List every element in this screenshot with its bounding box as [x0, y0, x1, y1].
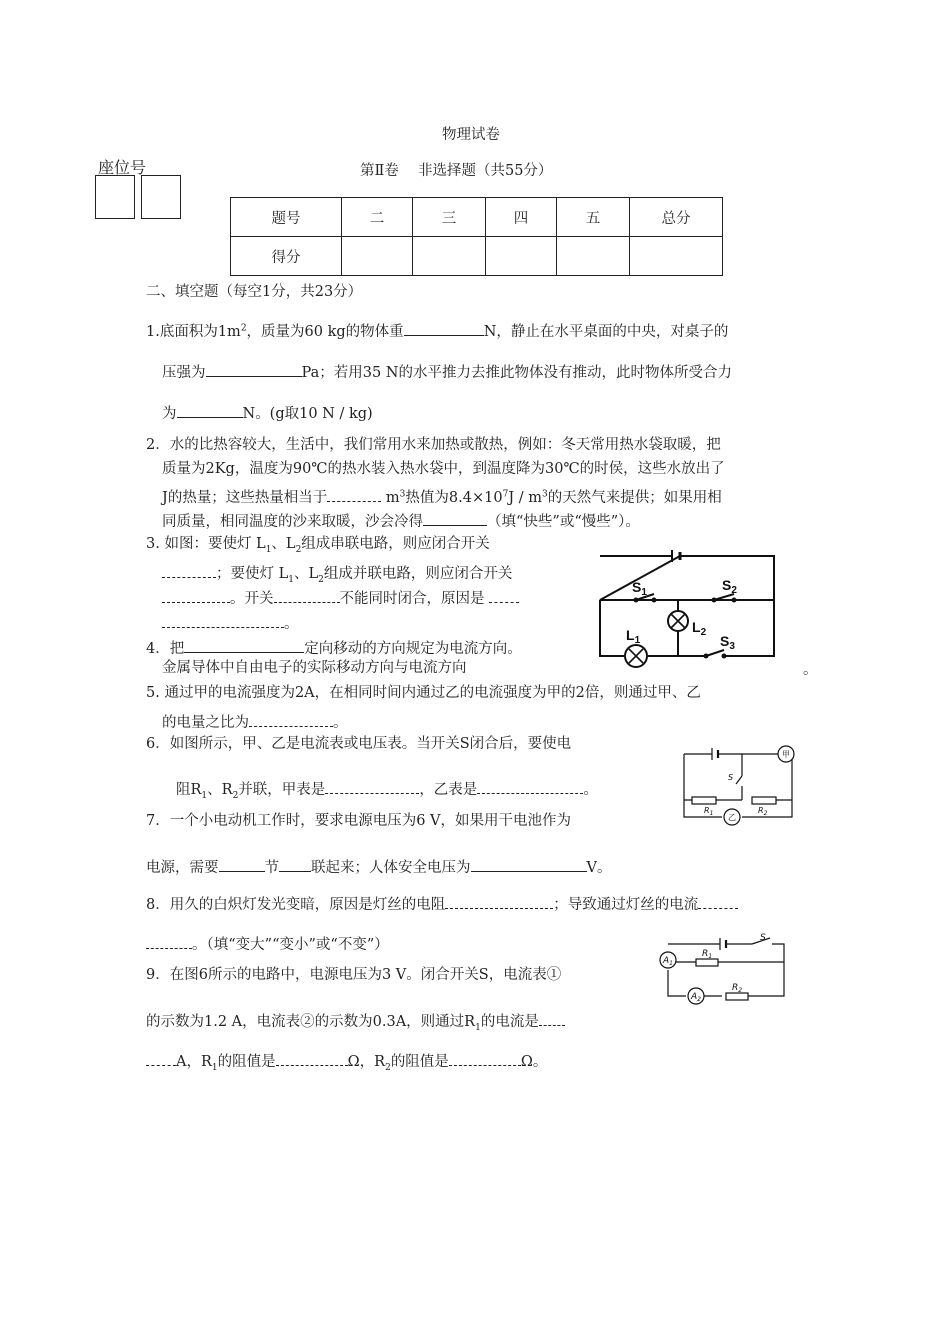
score-cell[interactable]	[630, 237, 723, 276]
answer-blank[interactable]	[146, 1050, 176, 1066]
q5-line2	[162, 711, 348, 731]
q8-line1	[146, 893, 738, 913]
q2-line2: 质量为2Kg，温度为90℃的热水装入热水袋中，到温度降为30℃的时侯，这些水放出了	[162, 461, 725, 477]
q1-line3	[162, 402, 373, 422]
q3-text: 组成串联电路，则应闭合开关	[301, 536, 490, 552]
q4-text: 定向移动的方向规定为电流方向。	[304, 641, 522, 658]
q9-text: 的阻值是	[390, 1054, 449, 1071]
fig9-a1-label: $A_1$	[663, 956, 673, 967]
answer-blank[interactable]	[184, 637, 304, 653]
answer-blank[interactable]	[146, 933, 192, 949]
q6-line1: 6．如图所示，甲、乙是电流表或电压表。当开关S闭合后，要使电	[146, 736, 572, 752]
score-header-cell: 五	[557, 198, 630, 237]
score-row-label: 得分	[231, 237, 342, 276]
q8-text: ；导致通过灯丝的电流	[553, 897, 699, 914]
q7-line2	[146, 856, 611, 876]
score-header-cell: 四	[486, 198, 557, 237]
q2-text: m	[385, 490, 400, 507]
q5-line1: 5. 通过甲的电流强度为2A，在相同时间内通过乙的电流强度为甲的2倍，则通过甲、乙	[146, 685, 701, 701]
score-cell[interactable]	[486, 237, 557, 276]
answer-blank[interactable]	[404, 320, 484, 336]
q2-text: 的天然气来提供；如果用相	[547, 490, 722, 507]
fig9-r1-label: $R_1$	[702, 949, 713, 960]
score-header-cell: 总分	[630, 198, 723, 237]
q3-sub: 2	[295, 544, 302, 555]
q3-text: 组成并联电路，则应闭合开关	[323, 566, 513, 583]
q1-text: N，静止在水平桌面的中央，对桌子的	[483, 324, 729, 341]
q3-line3	[162, 587, 519, 607]
q3-text: 。开关	[230, 591, 274, 608]
section-title: 二、填空题（每空1分，共23分）	[146, 284, 363, 300]
q9-sub: 1	[475, 1023, 481, 1034]
fig6-r1-label: $R_1$	[704, 806, 714, 817]
fig6-r2-label: $R_2$	[758, 806, 768, 817]
answer-blank[interactable]	[249, 711, 333, 727]
q2-text: J / m	[508, 490, 542, 507]
q9-circuit-figure	[656, 930, 790, 1006]
q9-sub: 1	[211, 1063, 218, 1074]
seat-box-1[interactable]	[95, 175, 135, 219]
q3-circuit-figure	[596, 548, 778, 668]
fig9-a2-label: $A_2$	[691, 992, 701, 1003]
q9-text: 的阻值是	[217, 1054, 276, 1071]
q2-line3	[162, 486, 722, 506]
q3-line1	[146, 537, 490, 555]
q4-line1	[146, 637, 522, 657]
seat-label: 座位号	[98, 158, 147, 177]
q3-sub: 1	[265, 544, 272, 555]
score-cell[interactable]	[342, 237, 413, 276]
answer-blank[interactable]	[449, 1050, 521, 1066]
fig9-r2-label: $R_2$	[732, 983, 743, 994]
fig6-yi-label: 乙	[728, 813, 736, 822]
q2-sup: 3	[399, 489, 406, 500]
answer-blank[interactable]	[219, 856, 265, 872]
q3-sub: 2	[318, 575, 324, 586]
q5-text: 的电量之比为	[162, 715, 249, 732]
answer-blank[interactable]	[162, 612, 284, 628]
volume-title: 第Ⅱ卷 非选择题（共55分）	[360, 163, 553, 179]
q6-text: 。	[583, 782, 598, 799]
q7-text: V。	[586, 860, 612, 877]
q9-line3	[146, 1050, 547, 1073]
q9-sub: 2	[385, 1063, 391, 1074]
answer-blank[interactable]	[539, 1010, 565, 1026]
q2-text: J的热量；这些热量相当于	[162, 490, 328, 507]
q1-text: Pa；若用35 N的水平推力去推此物体没有推动，此时物体所受合力	[301, 365, 732, 382]
q2-line1: 2．水的比热容较大，生活中，我们常用水来加热或散热，例如：冬天常用热水袋取暖，把	[146, 437, 721, 453]
q3-text: 3. 如图：要使灯 L	[146, 536, 266, 552]
q2-text: 热值为8.4×10	[405, 490, 503, 507]
answer-blank[interactable]	[274, 587, 340, 603]
fig3-s1-label: $S_1$	[632, 579, 647, 598]
q7-text: 联起来；人体安全电压为	[311, 860, 471, 877]
q1-text: 为	[162, 406, 177, 423]
q6-line2	[176, 778, 598, 801]
score-cell[interactable]	[557, 237, 630, 276]
q2-sup: 3	[541, 489, 548, 500]
q9-line1: 9．在图6所示的电路中，电源电压为3 V。闭合开关S，电流表①	[146, 967, 562, 983]
fig6-s-label: S	[728, 773, 734, 782]
answer-blank[interactable]	[162, 587, 230, 603]
q1-line1	[146, 320, 728, 340]
q8-line2	[146, 933, 389, 953]
q4-text: 4．把	[146, 641, 185, 658]
answer-blank[interactable]	[327, 486, 381, 502]
score-header-cell: 题号	[231, 198, 342, 237]
fig3-l1-label: $L_1$	[626, 627, 641, 646]
score-header-cell: 三	[413, 198, 486, 237]
score-table-header-row	[231, 198, 723, 237]
score-table	[230, 197, 723, 276]
q1-text: 压强为	[162, 365, 206, 382]
q2-sup: 7	[502, 489, 509, 500]
answer-blank[interactable]	[279, 856, 311, 872]
answer-blank[interactable]	[698, 893, 738, 909]
q3-line2	[162, 562, 512, 585]
q9-text: 的电流是	[480, 1014, 539, 1031]
q3-text: ；要使灯 L	[216, 566, 289, 583]
q8-text: 8．用久的白炽灯发光变暗，原因是灯丝的电阻	[146, 897, 446, 914]
q6-sub: 1	[201, 791, 208, 802]
q6-text: 并联，甲表是	[238, 782, 326, 799]
fig3-l2-label: $L_2$	[692, 619, 707, 638]
q9-text: Ω。	[520, 1054, 548, 1071]
answer-blank[interactable]	[162, 562, 216, 578]
q1-text: N。(g取10 N / kg)	[242, 406, 373, 423]
q3-text: 、L	[293, 566, 319, 583]
q3-text: 、L	[271, 536, 296, 552]
q3-text: 。	[284, 616, 299, 633]
answer-blank[interactable]	[206, 361, 302, 377]
q2-line4	[162, 510, 640, 530]
seat-box-2[interactable]	[141, 175, 181, 219]
q1-line2	[162, 361, 732, 381]
answer-blank[interactable]	[276, 1050, 348, 1066]
q1-text: 1.底面积为1m	[146, 324, 241, 341]
q6-circuit-figure	[680, 742, 798, 826]
q1-sup: 2	[240, 323, 247, 334]
q9-text: 的示数为1.2 A，电流表②的示数为0.3A，则通过R	[146, 1014, 476, 1031]
q3-line4	[162, 612, 299, 632]
q8-text: 。（填“变大”“变小”或“不变”）	[192, 937, 389, 954]
fig9-s-label: S	[760, 933, 766, 943]
answer-blank[interactable]	[445, 893, 553, 909]
q3-sub: 1	[288, 575, 294, 586]
q7-text: 电源，需要	[146, 860, 219, 877]
fig3-s2-label: $S_2$	[722, 577, 737, 596]
q3-text: 不能同时闭合，原因是	[339, 591, 485, 608]
q7-line1: 7．一个小电动机工作时，要求电源电压为6 V，如果用干电池作为	[146, 813, 572, 829]
answer-blank[interactable]	[489, 587, 519, 603]
answer-blank[interactable]	[477, 778, 583, 794]
score-header-cell: 二	[342, 198, 413, 237]
answer-blank[interactable]	[177, 402, 243, 418]
q5-text: 。	[333, 715, 348, 732]
answer-blank[interactable]	[423, 510, 487, 526]
score-table-score-row	[231, 237, 723, 276]
fig3-s3-label: $S_3$	[720, 633, 735, 652]
q9-text: Ω，R	[347, 1054, 386, 1071]
q9-line2	[146, 1010, 565, 1033]
q6-text: ，乙表是	[419, 782, 478, 799]
q6-sub: 2	[232, 791, 239, 802]
q6-text: 阻R	[176, 782, 202, 799]
q4-line2: 金属导体中自由电子的实际移动方向与电流方向	[162, 660, 467, 676]
fig6-jia-label: 甲	[782, 750, 790, 759]
q1-text: ，质量为60 kg的物体重	[246, 324, 404, 341]
answer-blank[interactable]	[325, 778, 419, 794]
q9-text: A，R	[176, 1054, 212, 1071]
q2-text: 同质量，相同温度的沙来取暖，沙会冷得	[162, 514, 423, 531]
q2-text: （填“快些”或“慢些”）。	[487, 514, 640, 531]
q7-text: 节	[264, 860, 279, 877]
q4-end: 。	[803, 662, 818, 678]
page-title: 物理试卷	[442, 127, 500, 143]
score-cell[interactable]	[413, 237, 486, 276]
q6-text: 、R	[207, 782, 233, 799]
answer-blank[interactable]	[471, 856, 587, 872]
